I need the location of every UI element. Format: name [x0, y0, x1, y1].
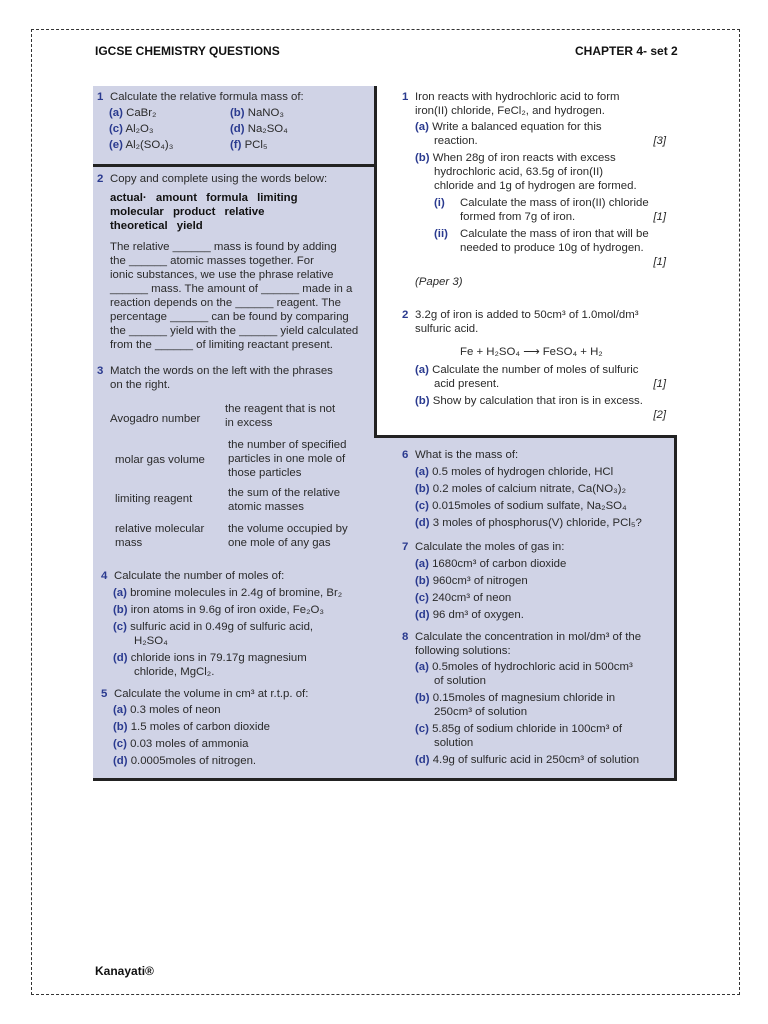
left-q1: 1 Calculate the relative formula mass of: (a) CaBr₂ (b) NaNO₃ (c) Al₂O₃ (d) Na₂SO₄ (e) Al₂(SO₄)₃ (f) PCl₅	[97, 91, 304, 151]
right-q6: 6 What is the mass of: (a) 0.5 moles of hydrogen chloride, HCl (b) 0.2 moles of calcium nitrate, Ca(NO₃)₂ (c) 0.015moles of sodium sulfate, Na₂SO₄ (d) 3 moles of phosphorus(V) chloride, PCl₅?	[402, 449, 642, 529]
left-q3: 3 Match the words on the left with the phrases on the right. Avogadro number the reagent that is not in excess molar gas volume the number of specified particles in one mole of those particles limiting reagent the sum of the relative atomic masses relative molecular mass the volume occupied by one mole of any gas	[97, 365, 348, 549]
right-q8: 8 Calculate the concentration in mol/dm³ of the following solutions: (a) 0.5moles of hydrochloric acid in 500cm³ of solution (b) 0.15moles of magnesium chloride in 250cm³ of solution (c) 5.85g of sodium chloride in 100cm³ of solution (d) 4.9g of sulfuric acid in 250cm³ of solution	[402, 631, 642, 766]
right-q7: 7 Calculate the moles of gas in: (a) 1680cm³ of carbon dioxide (b) 960cm³ of nitrogen (c) 240cm³ of neon (d) 96 dm³ of oxygen.	[402, 541, 567, 621]
divider-vertical	[374, 86, 377, 437]
edge-right	[674, 437, 677, 780]
footer-brand: Kanayati®	[95, 964, 154, 978]
left-q5: 5 Calculate the volume in cm³ at r.t.p. of: (a) 0.3 moles of neon (b) 1.5 moles of carbon dioxide (c) 0.03 moles of ammonia (d) 0.0005moles of nitrogen.	[101, 688, 309, 767]
right-q2: 2 3.2g of iron is added to 50cm³ of 1.0mol/dm³ sulfuric acid. Fe + H₂SO₄ ⟶ FeSO₄ + H₂ (a) Calculate the number of moles of sulfuric acid present. [1] (b) Show by calculation that iron is in excess. [2]	[402, 309, 666, 421]
right-q1: 1 Iron reacts with hydrochloric acid to form iron(II) chloride, FeCl₂, and hydrogen. (a) Write a balanced equation for this reaction. [3] (b) When 28g of iron reacts with excess hydrochloric acid, 63.5g of iron(II) chloride and 1g of hydrogen are formed. (i) Calculate the mass of iron(II) chloride formed from 7g of iron. [1] (ii) Calculate the mass of iron that will be needed to produce 10g of hydrogen. [1] (Paper 3)	[402, 91, 666, 288]
divider-q1	[93, 164, 374, 167]
left-q4: 4 Calculate the number of moles of: (a) bromine molecules in 2.4g of bromine, Br₂ (b) iron atoms in 9.6g of iron oxide, Fe₂O₃ (c) sulfuric acid in 0.49g of sulfuric acid, H₂SO₄ (d) chloride ions in 79.17g magnesium chloride, MgCl₂.	[101, 570, 343, 678]
divider-right	[374, 435, 677, 438]
edge-bottom	[93, 778, 677, 781]
left-q2: 2 Copy and complete using the words below: actual· amount formula limiting molecular product relative theoretical yield The relative ______ mass is found by adding the ______ atomic masses together. For ionic substances, we use the phrase relative ______ mass. The amount of ______ made in a reaction depends on the ______ reagent. The percentage ______ can be found by comparing the ______ yield with the ______ yield calculated from the ______ of limiting reactant present.	[97, 173, 359, 351]
header-title: IGCSE CHEMISTRY QUESTIONS	[95, 44, 280, 58]
header-chapter: CHAPTER 4- set 2	[575, 44, 678, 58]
